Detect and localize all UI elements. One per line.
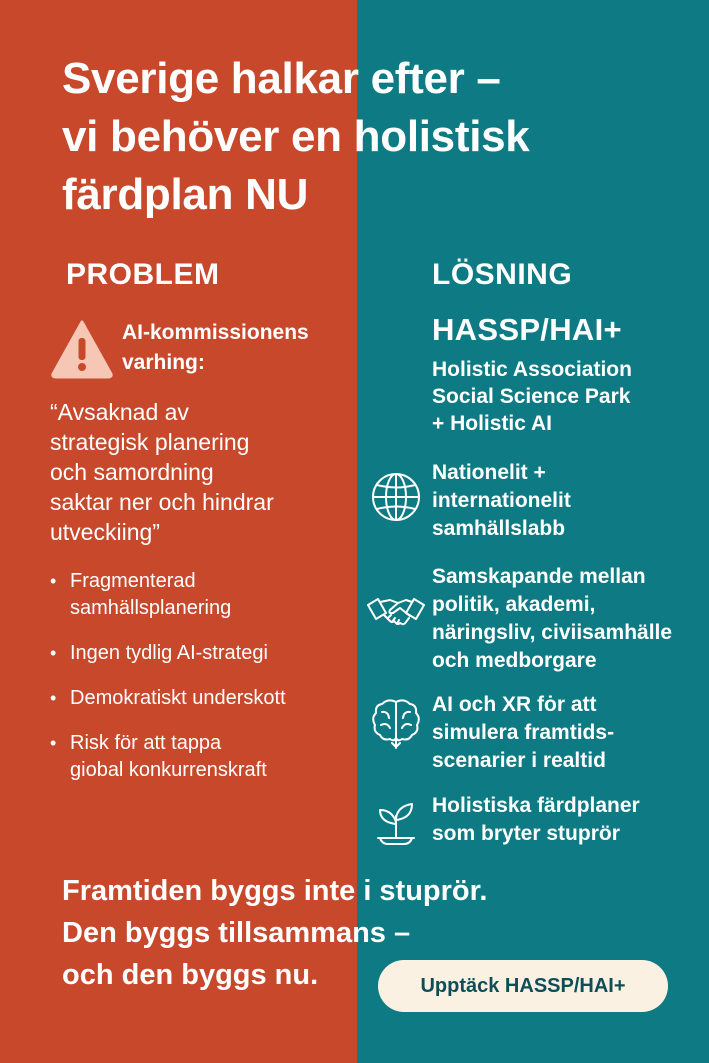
list-item-line: • Ingen tydlig AI-strategi [70, 642, 268, 664]
warning-label-line: varhing: [122, 351, 205, 374]
item-line: simulera framtids- [432, 721, 615, 744]
quote-line: saktar ner och hindrar [50, 489, 274, 515]
list-item-line: • Demokratiskt underskott [70, 687, 286, 709]
warning-label-line: AI-kommissionens [122, 321, 309, 344]
item-line: och medborgare [432, 649, 597, 672]
brain-icon [368, 694, 424, 750]
headline-line: Sverige halkar efter – [62, 54, 501, 103]
solution-item-text [432, 459, 704, 543]
item-line: internationelit [432, 489, 571, 512]
headline-line: vi behöver en holistisk [62, 112, 530, 161]
warning-label [122, 318, 352, 378]
handshake-icon [366, 583, 426, 639]
solution-item-text [432, 563, 704, 675]
solution-title: LÖSNING [432, 258, 573, 291]
item-line: Holistiska färdplaner [432, 794, 640, 817]
list-item-line: giobal konkurrenskraft [70, 759, 267, 781]
item-line: politik, akademi, [432, 593, 596, 616]
problem-list [50, 568, 350, 802]
item-line: Nationelit + [432, 461, 546, 484]
subtitle-line: Social Science Park [432, 385, 631, 408]
solution-item-text [432, 792, 704, 848]
problem-list-item [50, 730, 350, 784]
headline [62, 50, 662, 224]
quote-line: och samordning [50, 459, 214, 485]
list-item-line: samhällsplanering [70, 597, 232, 619]
quote-line: utveckiing” [50, 519, 160, 545]
discover-hassp-button[interactable]: Upptäck HASSP/HAI+ [378, 960, 668, 1012]
solution-subtitle [432, 356, 702, 437]
sprout-icon [368, 794, 424, 850]
problem-list-item [50, 568, 350, 622]
solution-name: HASSP/HAI+ [432, 312, 622, 347]
item-line: näringsliv, civiisamhälle [432, 621, 673, 644]
item-line: samhällslabb [432, 517, 566, 540]
subtitle-line: Holistic Association [432, 358, 632, 381]
globe-icon [368, 469, 424, 525]
problem-list-item [50, 640, 350, 667]
quote-line: strategisk planering [50, 429, 250, 455]
closing-line: Den byggs tillsammans – [62, 917, 411, 949]
closing-line: och den byggs nu. [62, 959, 319, 991]
solution-item-text [432, 691, 704, 775]
item-line: som bryter stuprör [432, 822, 620, 845]
item-line: scenarier i realtid [432, 749, 606, 772]
item-line: Samskapande mellan [432, 565, 646, 588]
headline-line: färdplan NU [62, 170, 309, 219]
commission-quote [50, 397, 350, 547]
problem-list-item [50, 685, 350, 712]
list-item-line: • Risk för att tappa [70, 732, 222, 754]
subtitle-line: + Holistic AI [432, 412, 553, 435]
quote-line: “Avsaknad av [50, 399, 189, 425]
list-item-line: • Fragmenterad [70, 570, 196, 592]
item-line: AI och XR fȯr att [432, 693, 597, 716]
closing-line: Framtiden byggs inte i stuprör. [62, 875, 488, 907]
problem-title: PROBLEM [66, 258, 220, 291]
warning-icon [50, 318, 114, 380]
